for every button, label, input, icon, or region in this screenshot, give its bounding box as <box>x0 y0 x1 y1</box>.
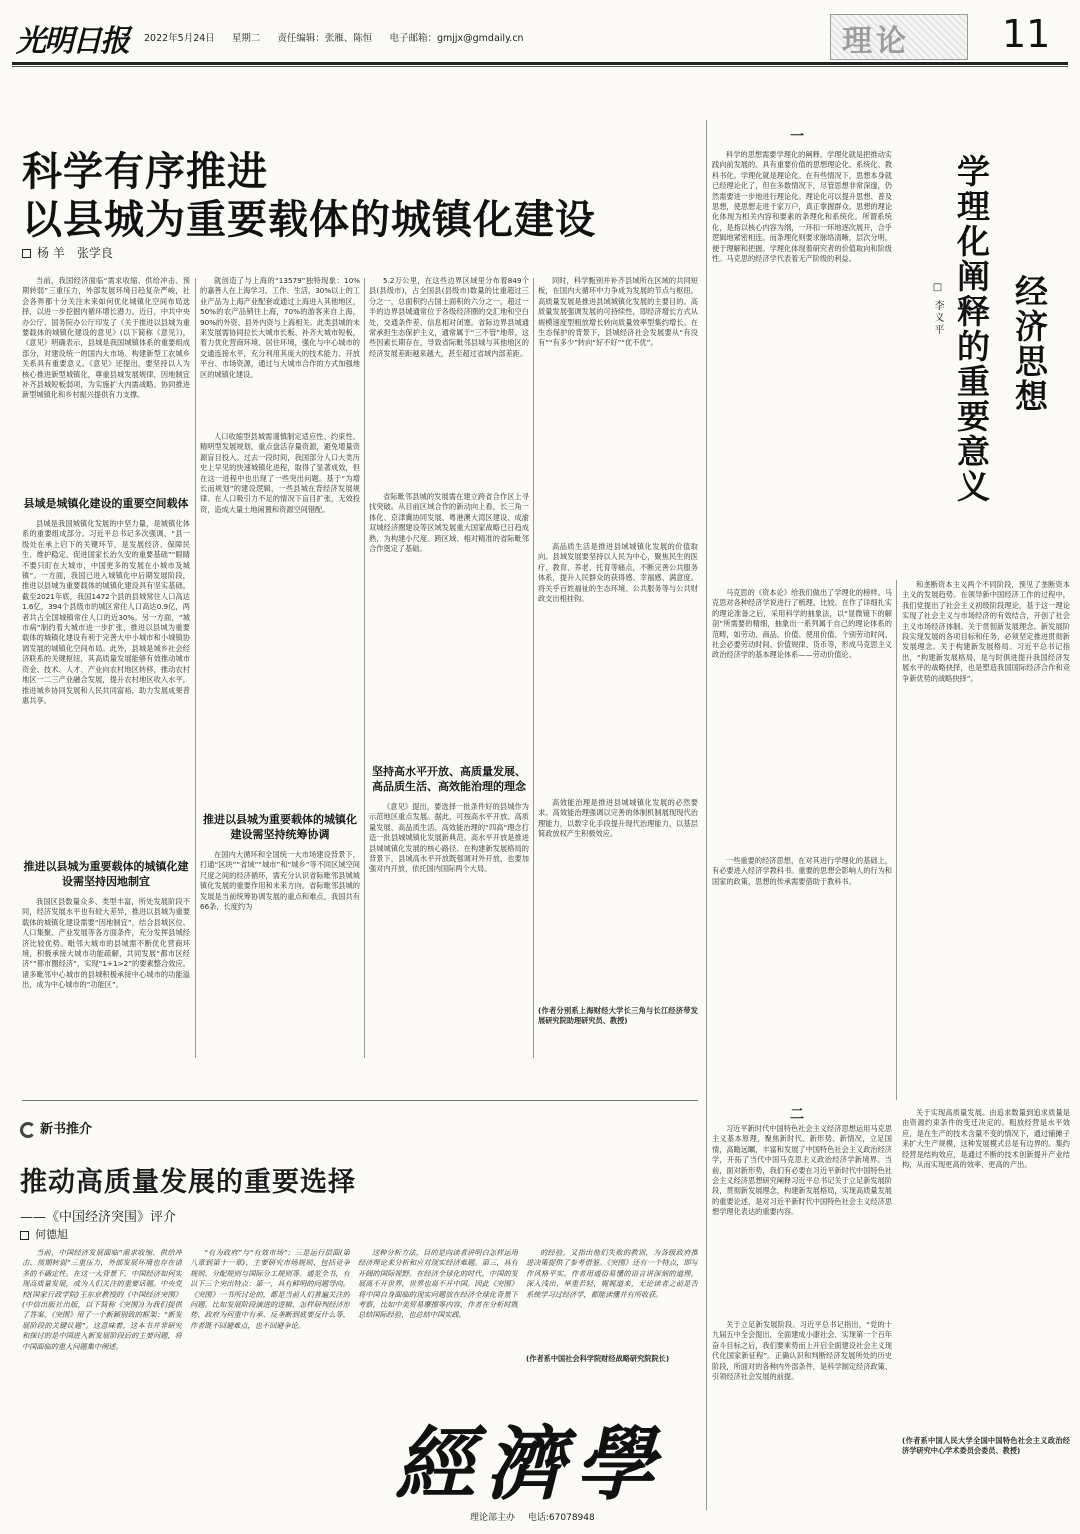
article1-col3-text: 5.2万公里，在这些边界区域里分布着849个县(县级市)，占全国县(县级市)数量的比重超过三分之一，总面积约占国土面积的六分之一，超过一半的边界县城通常位于各级经济圈的交汇地和空白处，交通条件差、信息相对闭塞。省际边界县城通常承担生态保护主义，通常属于“三不管”地带。这些因素长期存在，导致省际毗邻县城与其他地区的经济发展差距越来越大，甚至超过省域内部差距。 <box>369 276 529 358</box>
article1-col4-text: 同时，科学甄别并补齐县域所在区域的共同短板，在国内大循环中力争成为发展的节点与枢纽。高质量发展是推进县域城镇化发展的主要目的。高质量发展强调发展的可持续性，即经济增长方式从规模速度型粗放增长转向质量效率型集约增长。在生态保护的背景下，县城经济社会发展要从“有没有”“有多少”转向“好不好”“优不优”。 <box>538 276 698 348</box>
article2-title-main: 学理化阐释的重要意义 <box>952 154 991 504</box>
footer-host: 理论部主办 <box>470 1513 516 1523</box>
section-separator <box>22 1100 698 1101</box>
article1-col2-text-b: 人口收缩型县城需谨慎制定适应性、约束性、精明型发展规划，重点盘活存量资源，避免增量资源盲目投入。过去一段时间，我国部分人口大类历史上早见的快速城镇化进程，取得了显著成效，但在这一进程中也出现了一些突出问题。基于“为增长而规划”的建设逻辑，一些县城在背经济发展规律、在人口吸引力不足的情况下盲目扩张，无效投资，造成大量土地闲置和资源空间错配。 <box>200 432 360 514</box>
article2-title-lead: 经济思想 <box>1010 274 1049 414</box>
article1-section3-text: 在国内大循环和全国统一大市场建设背景下，打通“区块”“省域”“城市”和“城乡”等不同区域空间尺度之间的经济循环，需充分认识省际毗邻县城城镇化发展的重要作用和未来方向。省际毗邻县城的发展是当前统筹协调发展的重点和难点，我国共有66条，长度约为 <box>200 850 360 912</box>
article1-subhead-3: 推进以县城为重要载体的城镇化建设需坚持统筹协调 <box>203 813 357 841</box>
article1-title-line2: 以县城为重要载体的城镇化建设 <box>22 196 596 243</box>
article1-subhead-2: 推进以县城为重要载体的城镇化建设需坚持因地制宜 <box>23 860 189 888</box>
article1-section4-text: 《意见》提出，要选择一批条件好的县城作为示范地区重点发展。据此，可按高水平开放、高质量发展、高品质生活、高效能治理的“四高”理念打造一批县城城镇化发展新典范。高水平开放是推进县城城镇化发展的核心路径。在构建新发展格局的背景下，县域高水平开放既强调对外开放，也要加强对内开放，依托国内国际两个大局。 <box>369 802 529 874</box>
article1-column-3 <box>369 276 529 1064</box>
article1-author-names: 杨 羊 张学良 <box>37 246 113 260</box>
book-col-4: 的经验，又指出他们失败的教训，为各级政府推进决策提供了参考借鉴。《突围》还有一个特点，即写作风格平实。作者用通俗易懂的语言讲深刻的道理，深入浅出，举重若轻，娓娓道来，无论读者之前是否系统学习过经济学，都能读懂并有所收获。 <box>526 1248 698 1299</box>
article1-col2-text: 就创造了与上海的“13579”独特现象：10%的嘉善人在上海学习、工作、生活，30%以上的工业产品为上海产业配套或通过上海进入其他地区，50%的农产品销往上海，70%的游客来自上海，90%的外资、县外内资与上海相关。此类县城的未来发展需协同拉长大城市长板、补齐大城市短板，着力优化营商环境、居住环境，强化与中心城市的交通连接水平，充分利用其庞大的技术能力、开放平台、市场资源，通过与大城市合作的方式加强地区的城镇化建设。 <box>200 276 360 379</box>
article1-signature: (作者分别系上海财经大学长三角与长江经济带发展研究院助理研究员、教授) <box>538 1006 698 1026</box>
new-book-label <box>20 1118 92 1138</box>
book-col-2: “有为政府”与“有效市场”；三是运行层面(第八章到第十一章)，主要研究市场规则、包括竞争规则、分配规则与国际分工规则等。通览全书，有以下三个突出特点：第一，具有鲜明的问题导向。《突围》一书所讨论的，都是当前人们普遍关注的问题。比如发展阶段演进的逻辑、怎样研判经济形势、政府为何重中有承、反垄断到底要反什么等，作者既不回避难点，也不回避争论。 <box>190 1248 350 1330</box>
article-divider <box>706 120 707 1510</box>
article1-section2-text: 我国区县数量众多、类型丰富，所处发展阶段不同，经济发展水平也有较大差异，推进以县城为重要载体的城镇化建设需要“因地制宜”，结合县城区位、人口集聚、产业发展等各方面条件，充分发挥县城经济比较优势。毗邻大城市的县城需不断优化营商环境，积极承接大城市功能疏解，共同发展“都市区经济”“都市圈经济”，实现“1+1>2”的要素整合效应。诸多毗邻中心城市的县城积极承接中心城市的功能溢出，成为中心城市的“功能区”。 <box>22 897 190 990</box>
book-review-subtitle: ——《中国经济突围》评介 <box>20 1210 177 1225</box>
article1-col3-text-b: 省际毗邻县城的发展需在建立跨省合作区上寻找突破。从目前区域合作的新动向上看，长三角一体化、京津冀协同发展、粤港澳大湾区建设、成渝双城经济圈建设等区域发展重大国家战略已日趋成熟，为构建小尺度、跨区域、相对精准的省际毗邻合作奠定了基础。 <box>369 492 529 554</box>
page-footer <box>470 1510 605 1523</box>
article2-col3-text: 习近平新时代中国特色社会主义经济思想运用马克思主义基本原理，聚焦新时代、新形势、新情况，立足国情，高瞻远瞩，丰富和发展了中国特色社会主义政治经济学，开拓了当代中国马克思主义政治经济学新境界。当前，面对新形势，我们有必要在习近平新时代中国特色社会主义经济思想研究阐释习近平总书记关于立足新发展阶段，贯彻新发展理念，构建新发展格局，实现高质量发展的重要论述，是对习近平新时代中国特色社会主义经济思想学理化表达的重要内容。 <box>712 1124 892 1217</box>
column-divider <box>195 278 196 1058</box>
article1-authors <box>22 244 113 261</box>
article2-col2-text-b: 关于实现高质量发展。由追求数量到追求质量是由资源约束条件的变迁决定的。粗放经营是水平效应，是在生产的技术含量不变的情况下，通过铺摊子来扩大生产规模，这种发展模式总是有边界的。集约经营是结构效应，是通过不断的技术创新提升产业结构，从而实现更高的效率、更高的产出。 <box>902 1108 1070 1170</box>
section-name: 理论 <box>842 24 910 59</box>
footer-phone: 电话:67078948 <box>527 1513 595 1523</box>
column-divider <box>364 278 365 1058</box>
new-book-label-text: 新书推介 <box>40 1122 93 1137</box>
article2-column-2 <box>902 580 1070 1500</box>
article2-column-3 <box>712 1124 892 1504</box>
column-divider <box>896 580 897 1100</box>
book-review-title: 推动高质量发展的重要选择 <box>20 1167 356 1198</box>
article1-col4-text-c: 高效能治理是推进县城城镇化发展的必然要求。高效能治理强调以完善的体制机制展现现代治理能力，以数字化手段提升现代治理能力，以基层简政放权产生积极效应。 <box>538 798 698 839</box>
article2-column-1 <box>712 150 892 1100</box>
article2-col1-text: 科学的思想需要学理化的阐释。学理化就是把推动实践向前发展的、具有重要价值的思想理论化、系统化、教科书化。学理化就是理论化。在有些情况下，思想本身就已经理论化了，但在多数情况下，尽管思想非常深邃，仍然需要进一步地进行理论化。理论化可以提升思想、普及思想，使思想走进千家万户，真正掌握群众。思想的理论化体现为相关内容和要素的条理化和系统化。所谓系统化，是指以核心内容为纲，一环扣一环地逐次展开，合乎逻辑地紧密相连。而条理化则要求脉络清晰，层次分明，便于理解和把握。学理化体现着研究者的价值取向和阶级性。马克思的经济学代表着无产阶级的利益。 <box>712 150 892 264</box>
article1-column-1 <box>22 276 190 1064</box>
article1-intro: 当前，我国经济面临“需求收缩、供给冲击、预期转弱”三重压力，外部发展环境日趋复杂严峻，社会各界都十分关注未来如何优化城镇化空间布局选择，以进一步挖掘内循环增长潜力。近日，中共中央办公厅、国务院办公厅印发了《关于推进以县城为重要载体的城镇化建设的意见》(以下简称《意见》)，《意见》明确表示，县城是我国城镇体系的重要组成部分，对建设统一的国内大市场、构建新型工农城乡关系具有重要意义。《意见》还提出，要坚持以人为核心推进新型城镇化，尊重县城发展规律，因地制宜补齐县城短板弱项，为实施扩大内需战略、协同推进新型城镇化和乡村振兴提供有力支撑。 <box>22 276 190 400</box>
book-review-author-name: 何德旭 <box>35 1228 68 1241</box>
author-marker-icon <box>20 1231 29 1240</box>
article2-author-name: 李义平 <box>932 300 943 337</box>
article2-numeral-1: 一 <box>790 129 804 145</box>
article1-column-2 <box>200 276 360 1064</box>
issue-date: 2022年5月24日 <box>144 33 215 44</box>
column-divider <box>533 278 534 1058</box>
article2-col1-text-b: 马克思的《资本论》给我们做出了学理化的榜样。马克思对各种经济学说进行了梳理、比较。在作了详细扎实的理论准备之后，采用科学的抽象法，以“显微镜下的解剖”所需要的精细，抽象出一系列属于自己的理论体系的范畴，如劳动、商品、价值、使用价值、个别劳动时间、社会必要劳动时间、价值规律、货币等，形成马克思主义政治经济学的基本理论体系——劳动价值论。 <box>712 588 892 660</box>
editor-email: 电子邮箱：gmjjx@gmdaily.cn <box>389 33 524 44</box>
article2-col2-text: 和垄断资本主义两个不同阶段，预见了垄断资本主义的发展趋势。在领导新中国经济工作的过程中，我们党提出了社会主义初级阶段理论，基于这一理论实现了社会主义与市场经济的有效结合，开创了社会主义市场经济体制。关于贯彻新发展理念。新发展阶段实现发展的各项目标和任务，必须坚定推进贯彻新发展理念。关于构建新发展格局。习近平总书记指出，“构建新发展格局，是与时俱进提升我国经济发展水平的战略抉择，也是塑造我国国际经济合作和竞争新优势的战略抉择”。 <box>902 580 1070 683</box>
article2-numeral-2: 二 <box>790 1107 804 1123</box>
article1-subhead-4: 坚持高水平开放、高质量发展、高品质生活、高效能治理的理念 <box>372 765 526 793</box>
article1-column-4 <box>538 276 698 1064</box>
article2-signature: (作者系中国人民大学全国中国特色社会主义政治经济学研究中心学术委员会委员、教授) <box>902 1436 1070 1456</box>
author-marker-icon <box>22 249 31 258</box>
masthead-rule-thin <box>12 66 1068 67</box>
issue-weekday: 星期二 <box>231 33 261 44</box>
article2-col3-text-b: 关于立足新发展阶段。习近平总书记指出，“党的十九届五中全会提出，全面建成小康社会、实现第一个百年奋斗目标之后，我们要乘势而上开启全面建设社会主义现代化国家新征程”。正确认识和判断经济发展所处的历史阶段，所面对的各种内外部条件，是科学制定经济政策、引领经济社会发展的前提。 <box>712 1320 892 1382</box>
article2-author: □ 李义平 <box>932 282 943 337</box>
article1-subhead-1: 县域是城镇化建设的重要空间载体 <box>23 497 189 510</box>
article1-title-line1: 科学有序推进 <box>22 148 268 195</box>
calligraphy-title: 經濟學 <box>395 1417 665 1511</box>
book-column-4 <box>526 1248 698 1398</box>
book-signature: (作者系中国社会科学院财经战略研究院院长) <box>526 1354 670 1363</box>
book-col-3: 这种分析方法，目的是向读者讲明白怎样运用经济理论来分析和应对现实经济难题。第三，具有开阔的国际视野。在经济全球化的时代，中国的发展离不开世界，世界也离不开中国。因此《突围》将中国自身面临的现实问题放在经济全球化背景下考察，比如中美贸易摩擦等内容，作者在分析时既总结国际经验，也总结中国实践。 <box>358 1248 518 1320</box>
book-col-1: 当前，中国经济发展面临“需求收缩、供给冲击、预期转弱”三重压力，外部发展环境也存在诸多的不确定性。在这一大背景下，中国经济如何实现高质量发展，成为人们关注的重要话题。中央党校(国家行政学院)王东京教授的《中国经济突围》(中信出版社出版，以下简称《突围》)为我们提供了答案。《突围》用了一个新颖别致的框架：“新发展阶段的关键议题”。这意味着，这本书并非研究和探讨的是中国进入新发展阶段后的主要问题，将中国面临的重大问题集中阐述。 <box>22 1248 182 1351</box>
masthead-info <box>144 30 538 44</box>
article1-section1-text: 县城是我国城镇化发展的中坚力量，是城镇化体系的重要组成部分。习近平总书记多次强调，“县一级处在承上启下的关键环节，是发展经济、保障民生、维护稳定、促进国家长治久安的重要基础”“眼睛不要只盯在大城市，中国更多的发展在小城市及城镇”。一方面，我国已进入城镇化中后期发展阶段，推进以县城为重要载体的城镇化建设具有坚实基础。截至2021年底，我国1472个县的县城常住人口高达1.6亿，394个县级市的城区常住人口高达0.9亿，两者共占全国城镇常住人口的近30%。另一方面，“城市病”制约着大城市进一步扩张，推进以县城为重要载体的城镇化建设有利于完善大中小城市和小城镇协调发展的城镇化空间布局。此外，县城是城乡社会经济联系的关键枢纽，其高质量发展能够有效推动城市资金、技术、人才、产业向农村地区转移，推动农村地区一二三产业融合发展，提升农村地区收入水平，推进城乡协同发展和人民共同富裕，助力发展成果普惠共享。 <box>22 519 190 705</box>
masthead-rule <box>12 62 1068 65</box>
article1-col4-text-b: 高品质生活是推进县域城镇化发展的价值取向。县域发展要坚持以人民为中心，聚焦民生的医疗、教育、养老、托育等痛点，不断完善公共服务体系，提升人民群众的获得感、幸福感、满意度。将关乎百姓福祉的生态环境、公共服务等与公共财政支出相挂钩。 <box>538 542 698 604</box>
article2-col1-text-c: 一些重要的经济思想，在对其进行学理化的基础上，有必要进入经济学教科书。重要的思想会影响人的行为和国家的政策，思想的传承需要借助于教科书。 <box>712 856 892 886</box>
responsible-editors: 责任编辑：张雁、陈恒 <box>277 33 373 44</box>
book-review-author <box>20 1226 68 1242</box>
g-letter-icon <box>20 1122 36 1138</box>
page-number: 11 <box>1002 12 1051 56</box>
newspaper-logo: 光明日报 <box>16 24 128 59</box>
